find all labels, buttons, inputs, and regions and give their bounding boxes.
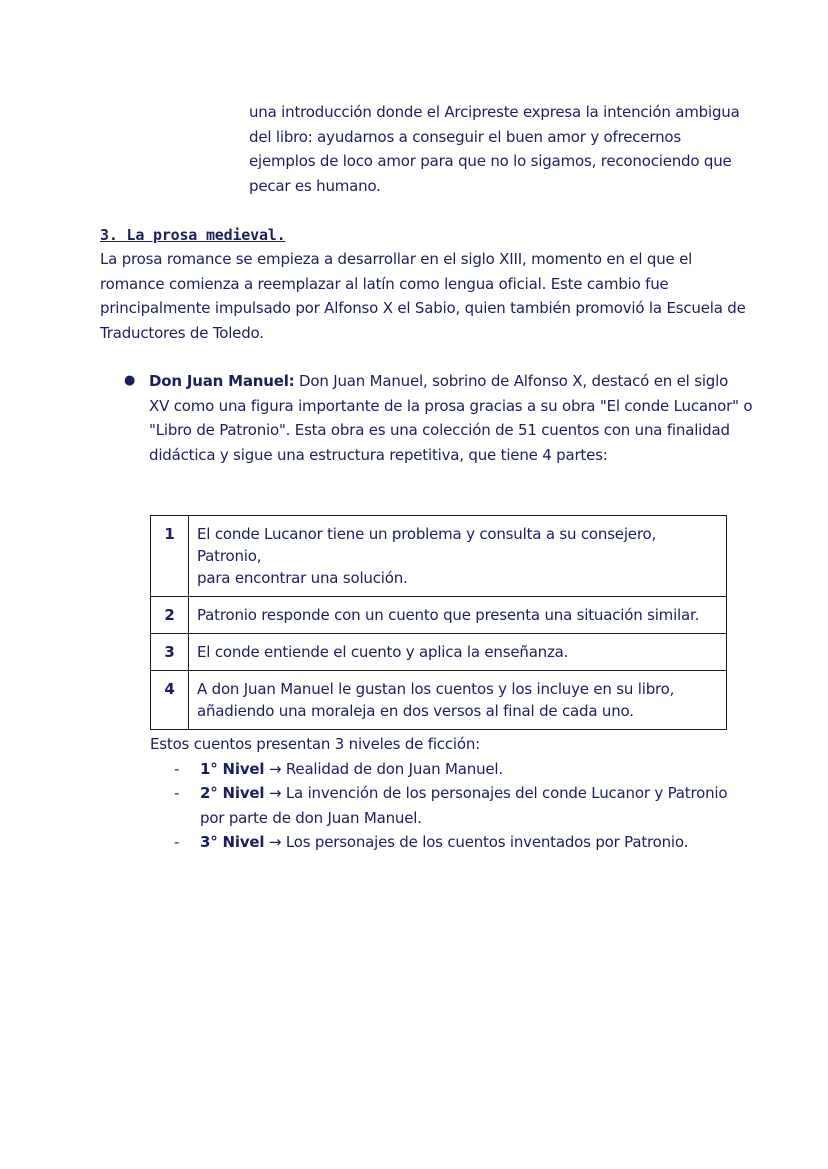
intro-line: pecar es humano.	[249, 176, 381, 195]
level-line	[200, 830, 750, 855]
bullet-line	[149, 369, 749, 394]
list-item	[150, 830, 750, 855]
list-item	[150, 781, 750, 830]
row-text	[189, 671, 727, 730]
row-line: para encontrar una solución.	[197, 569, 408, 587]
bullet-line: didáctica y sigue una estructura repetitiva, que tiene 4 partes:	[149, 445, 608, 464]
intro-line: ejemplos de loco amor para que no lo sigamos, reconociendo que	[249, 152, 732, 170]
row-text	[189, 597, 727, 634]
row-number: 2	[151, 597, 189, 634]
bullet-line: XV como una figura importante de la prosa gracias a su obra "El conde Lucanor" o	[149, 396, 753, 415]
intro-line: del libro: ayudarnos a conseguir el buen amor y ofrecernos	[249, 127, 681, 146]
fiction-levels	[150, 732, 750, 855]
table-row	[151, 671, 727, 730]
row-number: 3	[151, 634, 189, 671]
table-row	[151, 597, 727, 634]
intro-line: una introducción donde el Arcipreste expresa la intención ambigua	[249, 103, 740, 121]
level-continuation: por parte de don Juan Manuel.	[200, 808, 422, 827]
dash-marker: -	[174, 784, 180, 802]
section-line: Traductores de Toledo.	[100, 323, 264, 342]
level-text: → La invención de los personajes del conde Lucanor y Patronio	[264, 784, 728, 802]
section-paragraph	[100, 247, 746, 345]
row-number: 1	[151, 516, 189, 597]
section-line: romance comienza a reemplazar al latín como lengua oficial. Este cambio fue	[100, 274, 669, 293]
row-line: El conde Lucanor tiene un problema y consulta a su consejero, Patronio,	[197, 525, 657, 565]
table-row	[151, 634, 727, 671]
level-label: 2° Nivel	[200, 784, 265, 802]
dash-marker: -	[174, 759, 180, 778]
row-line: El conde entiende el cuento y aplica la enseñanza.	[197, 643, 569, 661]
section-line: La prosa romance se empieza a desarrollar en el siglo XIII, momento en el que el	[100, 250, 693, 268]
bullet-label: Don Juan Manuel:	[149, 372, 295, 390]
list-item	[150, 757, 750, 782]
row-line: A don Juan Manuel le gustan los cuentos y los incluye en su libro,	[197, 680, 675, 698]
level-label: 1° Nivel	[200, 759, 265, 778]
row-number: 4	[151, 671, 189, 730]
bullet-marker: ●	[124, 373, 136, 388]
table-row	[151, 516, 727, 597]
bullet-line: "Libro de Patronio". Esta obra es una colección de 51 cuentos con una finalidad	[149, 421, 730, 439]
dash-marker: -	[174, 833, 180, 851]
row-text	[189, 516, 727, 597]
bullet-first-line: Don Juan Manuel, sobrino de Alfonso X, destacó en el siglo	[294, 372, 729, 390]
section-heading: 3. La prosa medieval.	[100, 226, 286, 244]
level-line	[200, 757, 750, 782]
level-line	[200, 781, 750, 806]
row-line: añadiendo una moraleja en dos versos al final de cada uno.	[197, 702, 634, 720]
level-text: → Los personajes de los cuentos inventados por Patronio.	[264, 833, 689, 851]
parts-table	[150, 515, 727, 730]
level-text: → Realidad de don Juan Manuel.	[264, 759, 503, 778]
level-label: 3° Nivel	[200, 833, 265, 851]
levels-intro: Estos cuentos presentan 3 niveles de ficción:	[150, 735, 480, 753]
intro-paragraph	[249, 100, 740, 198]
section-line: principalmente impulsado por Alfonso X el Sabio, quien también promovió la Escuela de	[100, 299, 746, 317]
row-text	[189, 634, 727, 671]
row-line: Patronio responde con un cuento que presenta una situación similar.	[197, 606, 700, 624]
